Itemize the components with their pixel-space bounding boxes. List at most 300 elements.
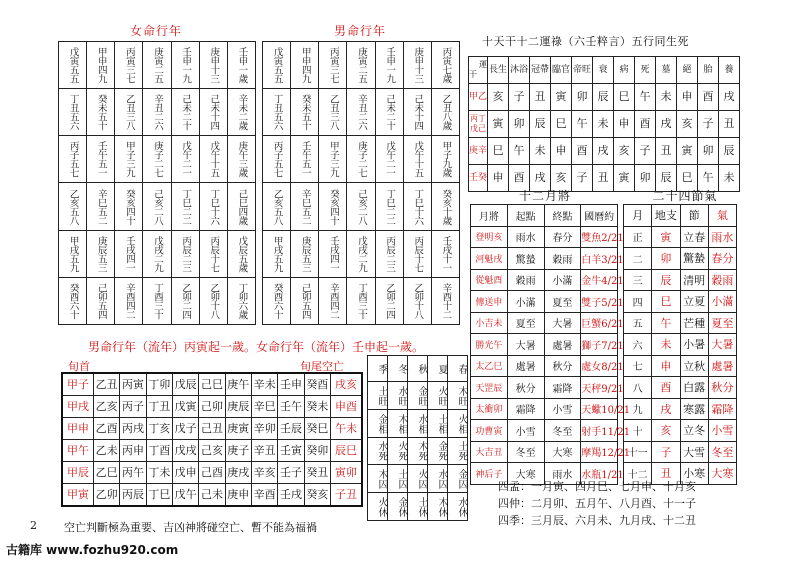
jieqi-cell: 七 xyxy=(624,355,652,377)
jieqi-cell: 立冬 xyxy=(680,420,708,442)
stage-cell: 寅 xyxy=(677,138,698,165)
male-age-cell: 戊午十五 xyxy=(403,136,431,183)
table-row xyxy=(59,42,256,89)
female-age-cell: 癸酉六十 xyxy=(59,277,87,324)
yuejiang-cell: 雨水 xyxy=(507,226,544,248)
ganzhi-cell: 戊寅 xyxy=(172,396,198,418)
male-table-title: 男命行年 xyxy=(333,24,386,38)
ganzhi-cell: 癸未 xyxy=(304,396,330,418)
table-row xyxy=(624,377,737,399)
stage-cell: 亥 xyxy=(614,138,635,165)
female-age-cell: 丙辰十七 xyxy=(199,230,227,277)
stage-header: 衰 xyxy=(593,57,614,84)
season-header: 季 xyxy=(368,356,388,382)
stage-header: 養 xyxy=(719,57,740,84)
jieqi-cell: 辰 xyxy=(652,269,680,291)
ganzhi-cell: 庚午 xyxy=(225,374,251,396)
male-age-cell: 乙丑三八 xyxy=(319,89,347,136)
changsheng-table xyxy=(468,56,740,192)
stage-cell: 丑 xyxy=(656,138,677,165)
stage-cell: 辰 xyxy=(719,138,740,165)
ganzhi-cell: 戊戌 xyxy=(172,440,198,462)
ganzhi-cell: 壬子 xyxy=(278,462,304,484)
female-age-cell: 己卯五四 xyxy=(87,277,115,324)
ganzhi-cell: 壬午 xyxy=(278,396,304,418)
wangxiang-cell: 水休 xyxy=(448,493,468,521)
stage-header: 臨官 xyxy=(551,57,572,84)
jieqi-cell: 立夏 xyxy=(680,291,708,313)
yuejiang-cell: 射手11/21 xyxy=(581,420,618,442)
male-age-cell: 乙亥五八 xyxy=(263,183,291,230)
yuejiang-cell: 霜降 xyxy=(507,398,544,420)
xunshou-cell: 甲申 xyxy=(63,418,94,440)
table-row xyxy=(59,89,256,136)
jieqi-cell: 雨水 xyxy=(708,226,736,248)
female-age-cell: 丁酉三十 xyxy=(143,277,171,324)
ganzhi-cell: 庚子 xyxy=(225,440,251,462)
table-row xyxy=(471,355,618,377)
jieqi-cell: 穀雨 xyxy=(708,269,736,291)
jieqi-cell: 申 xyxy=(652,355,680,377)
jieqi-cell: 小雪 xyxy=(708,420,736,442)
stage-cell: 未 xyxy=(530,138,551,165)
jieqi-header: 節 xyxy=(680,205,708,227)
jieqi-cell: 九 xyxy=(624,398,652,420)
female-age-cell: 壬申一九 xyxy=(171,42,199,89)
table-row xyxy=(624,398,737,420)
wangxiang-cell: 水相 xyxy=(408,409,428,437)
table-row xyxy=(263,183,460,230)
stage-header: 胎 xyxy=(698,57,719,84)
yuejiang-cell: 登明亥 xyxy=(471,226,508,248)
yuejiang-cell: 摩羯12/21 xyxy=(581,441,618,463)
yuejiang-cell: 從魁酉 xyxy=(471,269,508,291)
stage-cell: 丑 xyxy=(593,165,614,192)
ganzhi-cell: 丙辰 xyxy=(120,484,146,506)
table-row xyxy=(624,205,737,227)
table-row xyxy=(368,382,468,410)
yuejiang-header: 月將 xyxy=(471,205,508,227)
female-age-cell: 壬午五一 xyxy=(87,136,115,183)
male-age-cell: 甲申四九 xyxy=(291,42,319,89)
male-age-cell: 己亥二八 xyxy=(347,183,375,230)
female-age-cell: 庚子二七 xyxy=(143,136,171,183)
yuejiang-cell: 處暑 xyxy=(544,334,581,356)
ganzhi-cell: 辛亥 xyxy=(251,462,277,484)
yuejiang-cell: 獅子7/21 xyxy=(581,334,618,356)
ganzhi-cell: 辛卯 xyxy=(251,418,277,440)
table-row xyxy=(59,230,256,277)
female-age-cell: 辛酉四二 xyxy=(115,277,143,324)
wangxiang-cell: 土囚 xyxy=(388,465,408,493)
siji-ji: 四季：三月辰、六月未、九月戌、十二丑 xyxy=(498,514,696,527)
yuejiang-cell: 大暑 xyxy=(507,334,544,356)
table-row xyxy=(624,355,737,377)
jieqi-cell: 芒種 xyxy=(680,312,708,334)
corner-top: 運 xyxy=(479,60,487,69)
yuejiang-cell: 雙子5/21 xyxy=(581,291,618,313)
table-row xyxy=(368,437,468,465)
female-age-cell: 己巳四歲 xyxy=(227,183,255,230)
stage-header: 病 xyxy=(614,57,635,84)
void-cell: 子丑 xyxy=(331,484,362,506)
stage-cell: 戌 xyxy=(656,111,677,138)
ganzhi-cell: 丁未 xyxy=(146,462,172,484)
female-age-cell: 戊戌二九 xyxy=(143,230,171,277)
female-age-cell: 癸亥四十 xyxy=(115,183,143,230)
yuejiang-cell: 勝光午 xyxy=(471,334,508,356)
female-age-cell: 己未二十 xyxy=(171,89,199,136)
ganzhi-cell: 癸卯 xyxy=(304,440,330,462)
ganzhi-cell: 癸酉 xyxy=(304,374,330,396)
stage-cell: 巳 xyxy=(677,165,698,192)
stage-cell: 辰 xyxy=(530,111,551,138)
yuejiang-cell: 河魁戌 xyxy=(471,248,508,270)
stage-header: 墓 xyxy=(656,57,677,84)
table-row xyxy=(263,42,460,89)
female-age-cell: 庚寅二五 xyxy=(143,42,171,89)
stage-cell: 申 xyxy=(614,111,635,138)
male-age-cell: 辛酉十二 xyxy=(431,277,459,324)
ganzhi-cell: 壬辰 xyxy=(278,418,304,440)
female-age-cell: 辛丑二六 xyxy=(143,89,171,136)
male-age-cell: 己卯五四 xyxy=(291,277,319,324)
stage-header: 冠帶 xyxy=(530,57,551,84)
male-age-cell: 癸亥十歲 xyxy=(431,183,459,230)
yuejiang-cell: 秋分 xyxy=(544,355,581,377)
female-age-cell: 乙丑三八 xyxy=(115,89,143,136)
jieqi-header: 地支 xyxy=(652,205,680,227)
corner-cell xyxy=(469,57,488,84)
ganzhi-cell: 丁巳 xyxy=(146,484,172,506)
male-age-cell: 壬戌十一 xyxy=(431,230,459,277)
table-row xyxy=(471,398,618,420)
wangxiang-cell: 金死 xyxy=(428,437,448,465)
male-age-cell: 丙寅三七 xyxy=(319,42,347,89)
jieqi-cell: 巳 xyxy=(652,291,680,313)
jieqi-cell: 卯 xyxy=(652,248,680,270)
yuejiang-cell: 冬至 xyxy=(544,420,581,442)
ganzhi-cell: 己酉 xyxy=(199,462,225,484)
male-age-cell: 丁巳二二 xyxy=(375,183,403,230)
yuejiang-cell: 大暑 xyxy=(544,312,581,334)
ganzhi-cell: 辛酉 xyxy=(251,484,277,506)
stage-cell: 巳 xyxy=(488,138,509,165)
wangxiang-cell: 木相 xyxy=(388,409,408,437)
male-age-cell: 乙卯十八 xyxy=(403,277,431,324)
wangxiang-cell: 金囚 xyxy=(448,465,468,493)
yuejiang-cell: 大吉丑 xyxy=(471,441,508,463)
jieqi-cell: 白露 xyxy=(680,377,708,399)
male-age-cell: 辛丑二六 xyxy=(347,89,375,136)
table-row xyxy=(624,312,737,334)
stage-cell: 子 xyxy=(572,165,593,192)
jieqi-cell: 戌 xyxy=(652,398,680,420)
stage-cell: 辰 xyxy=(593,84,614,111)
female-age-cell: 壬申一歲 xyxy=(227,42,255,89)
table-row xyxy=(624,226,737,248)
jieqi-cell: 小暑 xyxy=(680,334,708,356)
table-row xyxy=(624,334,737,356)
stage-cell: 巳 xyxy=(614,84,635,111)
table-row xyxy=(469,138,740,165)
female-age-cell: 己亥二八 xyxy=(143,183,171,230)
stage-header: 絕 xyxy=(677,57,698,84)
yuejiang-header: 起點 xyxy=(507,205,544,227)
jieqi-table xyxy=(623,204,737,485)
xunkong-label: 旬尾空亡 xyxy=(300,360,344,373)
stem-label: 庚辛 xyxy=(469,138,488,165)
male-age-cell: 丙寅七歲 xyxy=(431,42,459,89)
male-age-cell: 壬戌四一 xyxy=(319,230,347,277)
wangxiang-cell: 金休 xyxy=(388,493,408,521)
table-row xyxy=(263,277,460,324)
table-row xyxy=(624,291,737,313)
yuejiang-header: 終點 xyxy=(544,205,581,227)
ganzhi-cell: 戊辰 xyxy=(172,374,198,396)
stage-cell: 午 xyxy=(698,165,719,192)
stage-cell: 午 xyxy=(509,138,530,165)
ganzhi-cell: 己未 xyxy=(199,484,225,506)
jieqi-cell: 十 xyxy=(624,420,652,442)
male-age-cell: 丁巳十六 xyxy=(403,183,431,230)
male-age-cell: 辛巳五二 xyxy=(291,183,319,230)
table-row xyxy=(624,420,737,442)
table-row xyxy=(63,374,362,396)
male-age-table xyxy=(262,41,460,325)
ganzhi-cell: 己巳 xyxy=(199,374,225,396)
female-age-cell: 辛未二歲 xyxy=(227,89,255,136)
table-row xyxy=(624,248,737,270)
wangxiang-cell: 火死 xyxy=(388,437,408,465)
yuejiang-cell: 巨蟹6/21 xyxy=(581,312,618,334)
yuejiang-cell: 雙魚2/21 xyxy=(581,226,618,248)
stage-cell: 巳 xyxy=(551,111,572,138)
siji-zhong: 四仲：二月卯、五月午、八月酉、十一子 xyxy=(498,497,696,510)
stage-cell: 亥 xyxy=(488,84,509,111)
female-age-cell: 乙卯十八 xyxy=(199,277,227,324)
void-cell: 午未 xyxy=(331,418,362,440)
male-age-cell: 癸亥四十 xyxy=(319,183,347,230)
male-age-cell: 癸未五十 xyxy=(291,89,319,136)
stage-cell: 申 xyxy=(551,138,572,165)
wangxiang-table xyxy=(367,355,468,521)
table-row xyxy=(624,441,737,463)
jieqi-cell: 三 xyxy=(624,269,652,291)
female-age-cell: 戊寅五五 xyxy=(59,42,87,89)
female-age-table xyxy=(58,41,256,325)
ganzhi-cell: 乙丑 xyxy=(94,374,120,396)
yuejiang-cell: 水瓶1/21 xyxy=(581,463,618,485)
void-note: 空亡判斷極為重要、吉凶神將碰空亡、暫不能為福禍 xyxy=(64,521,317,534)
stage-cell: 申 xyxy=(488,165,509,192)
table-row xyxy=(471,312,618,334)
stem-label: 壬癸 xyxy=(469,165,488,192)
stage-header: 帝旺 xyxy=(572,57,593,84)
stage-cell: 亥 xyxy=(677,111,698,138)
female-age-cell: 乙卯二四 xyxy=(171,277,199,324)
season-header: 冬 xyxy=(388,356,408,382)
jieqi-cell: 二 xyxy=(624,248,652,270)
jieqi-cell: 八 xyxy=(624,377,652,399)
female-age-cell: 庚午三歲 xyxy=(227,136,255,183)
table-row xyxy=(263,230,460,277)
wangxiang-cell: 木休 xyxy=(428,493,448,521)
table-row xyxy=(471,420,618,442)
female-age-cell: 丁卯六歲 xyxy=(227,277,255,324)
yuejiang-cell: 驚蟄 xyxy=(507,248,544,270)
changsheng-title: 十天干十二運祿（六壬粹言）五行同生死 xyxy=(482,35,689,48)
male-age-cell: 己未二十 xyxy=(375,89,403,136)
male-age-cell: 丁丑五六 xyxy=(263,89,291,136)
wangxiang-cell: 水旺 xyxy=(388,382,408,410)
season-header: 秋 xyxy=(408,356,428,382)
table-row xyxy=(471,334,618,356)
male-age-cell: 乙丑八歲 xyxy=(431,89,459,136)
male-age-cell: 丙辰十七 xyxy=(403,230,431,277)
yuejiang-cell: 小雪 xyxy=(507,420,544,442)
female-age-cell: 戊午二一 xyxy=(171,136,199,183)
stage-cell: 酉 xyxy=(635,111,656,138)
yuejiang-cell: 小吉未 xyxy=(471,312,508,334)
female-age-cell: 癸未五十 xyxy=(87,89,115,136)
wangxiang-cell: 火相 xyxy=(448,409,468,437)
male-age-cell: 丙辰二三 xyxy=(375,230,403,277)
wangxiang-cell: 金相 xyxy=(368,409,388,437)
table-row xyxy=(469,57,740,84)
table-row xyxy=(263,136,460,183)
yuejiang-cell: 天罡辰 xyxy=(471,377,508,399)
wangxiang-cell: 火旺 xyxy=(428,382,448,410)
yuejiang-cell: 穀雨 xyxy=(507,269,544,291)
stage-cell: 戌 xyxy=(530,165,551,192)
stage-cell: 午 xyxy=(635,84,656,111)
jieqi-cell: 午 xyxy=(652,312,680,334)
wangxiang-cell: 土休 xyxy=(408,493,428,521)
male-age-cell: 乙卯二四 xyxy=(375,277,403,324)
male-age-cell: 庚子二七 xyxy=(347,136,375,183)
jieqi-cell: 處暑 xyxy=(708,355,736,377)
table-row xyxy=(469,111,740,138)
wangxiang-cell: 水囚 xyxy=(428,465,448,493)
female-age-cell: 丁巳二二 xyxy=(171,183,199,230)
male-age-cell: 甲子三九 xyxy=(319,136,347,183)
male-age-cell: 戊寅五五 xyxy=(263,42,291,89)
ganzhi-cell: 戊申 xyxy=(172,462,198,484)
male-age-cell: 甲戌五九 xyxy=(263,230,291,277)
yuejiang-cell: 金牛4/21 xyxy=(581,269,618,291)
table-row xyxy=(63,484,362,506)
table-row xyxy=(63,462,362,484)
female-age-cell: 甲子三九 xyxy=(115,136,143,183)
ganzhi-cell: 丁卯 xyxy=(146,374,172,396)
ganzhi-cell: 乙巳 xyxy=(94,462,120,484)
jieqi-cell: 正 xyxy=(624,226,652,248)
flow-year-note: 男命行年（流年）丙寅起一歲。女命行年（流年）壬申起一歲。 xyxy=(88,340,425,354)
yuejiang-cell: 神后子 xyxy=(471,463,508,485)
female-age-cell: 戊辰五歲 xyxy=(227,230,255,277)
stage-cell: 酉 xyxy=(698,84,719,111)
stage-cell: 酉 xyxy=(509,165,530,192)
wangxiang-cell: 金旺 xyxy=(408,382,428,410)
page-number: 2 xyxy=(30,519,37,532)
stage-cell: 戌 xyxy=(593,138,614,165)
jieqi-cell: 清明 xyxy=(680,269,708,291)
jieqi-cell: 夏至 xyxy=(708,312,736,334)
wangxiang-cell: 木旺 xyxy=(448,382,468,410)
yuejiang-cell: 雨水 xyxy=(544,463,581,485)
stage-cell: 未 xyxy=(719,165,740,192)
yuejiang-cell: 小滿 xyxy=(544,269,581,291)
ganzhi-cell: 丙申 xyxy=(120,440,146,462)
stage-cell: 子 xyxy=(635,138,656,165)
table-row xyxy=(471,269,618,291)
yuejiang-cell: 傳送申 xyxy=(471,291,508,313)
female-age-cell: 丙辰二三 xyxy=(171,230,199,277)
table-row xyxy=(368,356,468,382)
stage-cell: 丑 xyxy=(719,111,740,138)
void-cell: 辰巳 xyxy=(331,440,362,462)
female-age-cell: 乙亥五八 xyxy=(59,183,87,230)
jieqi-cell: 寒露 xyxy=(680,398,708,420)
xunshou-cell: 甲子 xyxy=(63,374,94,396)
stage-cell: 子 xyxy=(509,84,530,111)
stem-label: 丙丁戊己 xyxy=(469,111,488,138)
yuejiang-cell: 夏至 xyxy=(507,312,544,334)
jieqi-cell: 立秋 xyxy=(680,355,708,377)
jieqi-cell: 未 xyxy=(652,334,680,356)
table-row xyxy=(471,377,618,399)
season-header: 夏 xyxy=(428,356,448,382)
table-row xyxy=(59,183,256,230)
jieqi-cell: 立春 xyxy=(680,226,708,248)
male-age-cell: 癸酉六十 xyxy=(263,277,291,324)
wangxiang-cell: 土相 xyxy=(428,409,448,437)
male-age-cell: 丙子五七 xyxy=(263,136,291,183)
jieqi-cell: 冬至 xyxy=(708,441,736,463)
table-row xyxy=(368,465,468,493)
female-age-cell: 己未十四 xyxy=(199,89,227,136)
corner-bottom: 干 xyxy=(469,70,477,79)
xunshou-cell: 甲午 xyxy=(63,440,94,462)
xunshou-cell: 甲寅 xyxy=(63,484,94,506)
yuejiang-cell: 大寒 xyxy=(507,463,544,485)
stage-cell: 寅 xyxy=(551,84,572,111)
stage-cell: 未 xyxy=(593,111,614,138)
male-age-cell: 壬申一九 xyxy=(375,42,403,89)
jieqi-cell: 大暑 xyxy=(708,334,736,356)
jieqi-cell: 大寒 xyxy=(708,463,736,485)
stage-cell: 卯 xyxy=(635,165,656,192)
yuejiang-cell: 秋分 xyxy=(507,377,544,399)
jieqi-cell: 春分 xyxy=(708,248,736,270)
female-age-cell: 壬戌四一 xyxy=(115,230,143,277)
stage-header: 長生 xyxy=(488,57,509,84)
ganzhi-cell: 戊子 xyxy=(172,418,198,440)
wangxiang-cell: 木死 xyxy=(408,437,428,465)
ganzhi-cell: 丙子 xyxy=(120,396,146,418)
ganzhi-cell: 丁酉 xyxy=(146,440,172,462)
jieqi-cell: 小滿 xyxy=(708,291,736,313)
ganzhi-cell: 癸丑 xyxy=(304,462,330,484)
table-row xyxy=(471,205,618,227)
void-cell: 寅卯 xyxy=(331,462,362,484)
ganzhi-cell: 辛丑 xyxy=(251,440,277,462)
female-age-cell: 庚申十三 xyxy=(199,42,227,89)
ganzhi-cell: 己卯 xyxy=(199,396,225,418)
male-age-cell: 辛酉四二 xyxy=(319,277,347,324)
ganzhi-cell: 乙酉 xyxy=(94,418,120,440)
